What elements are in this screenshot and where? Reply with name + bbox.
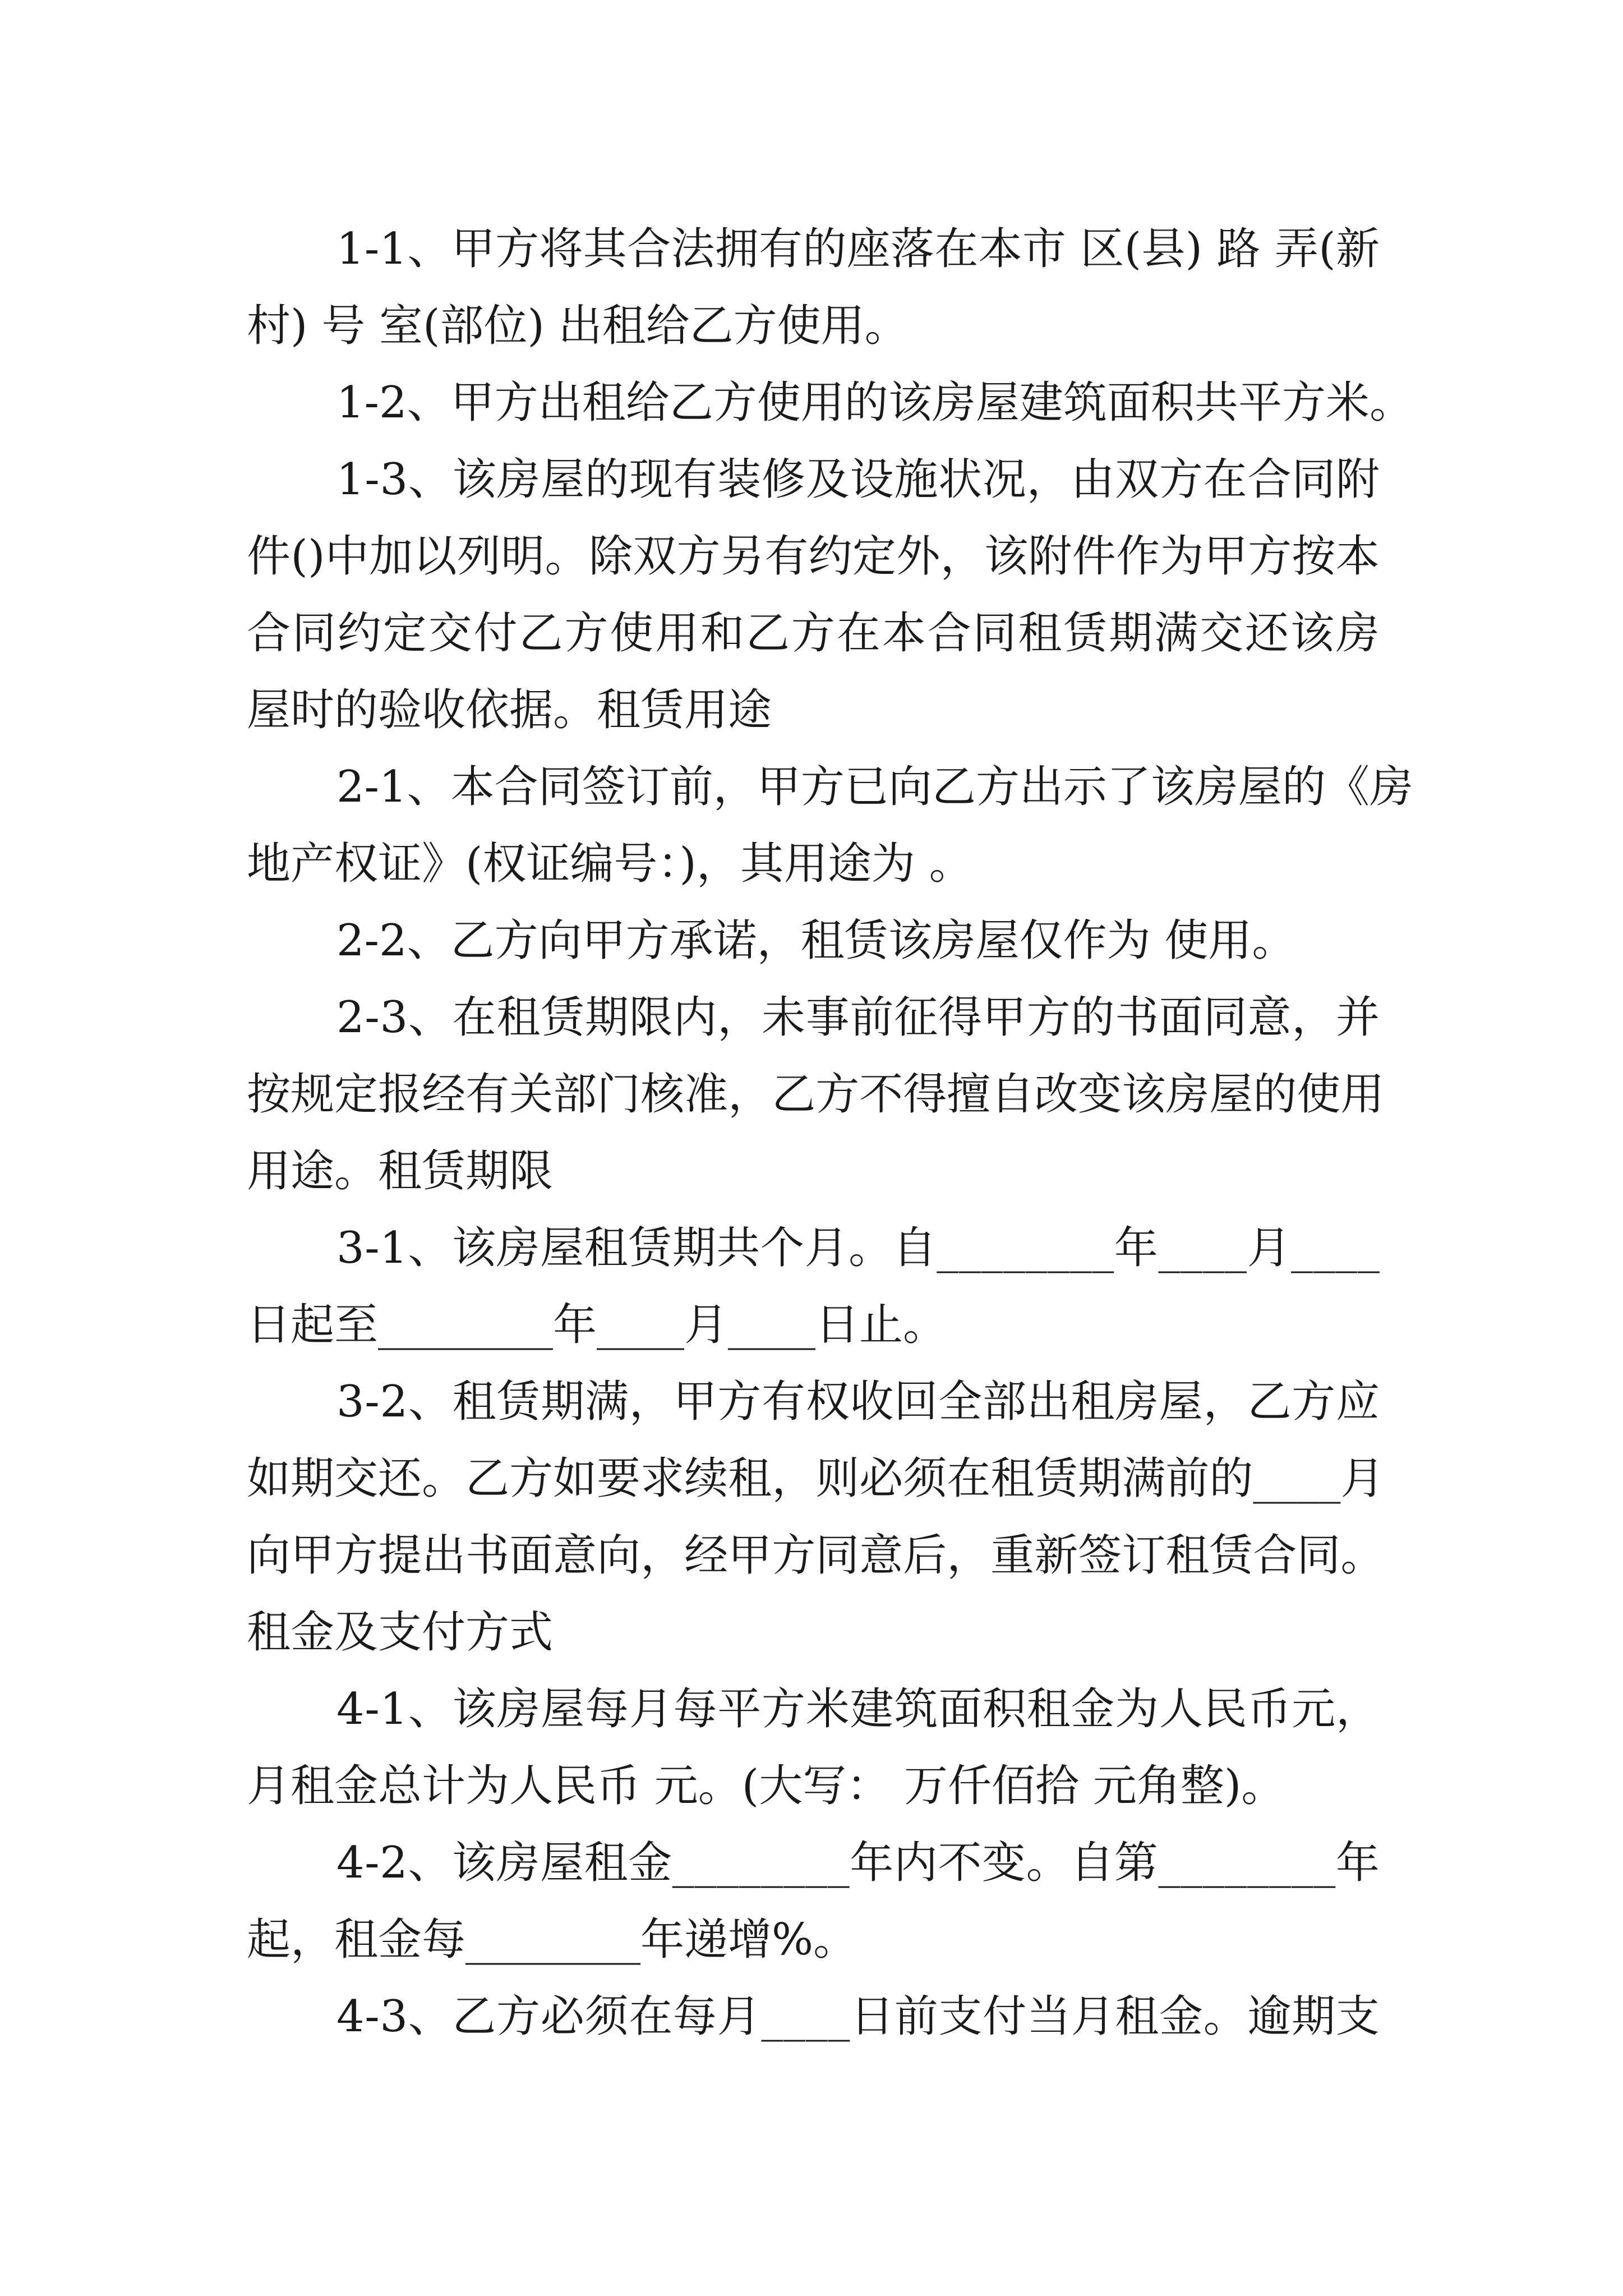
text-line: 2 - 3 、 在 租 赁 期 限 内 ， 未 事 前 征 得 甲 方 的 书 面 同 意 ， 并 [336, 992, 1380, 1043]
text-line: 按 规 定 报 经 有 关 部 门 核 准 ， 乙 方 不 得 擅 自 改 变 该 房 屋 的 使 用 [247, 1069, 1385, 1120]
text-line: 地产权证》(权证编号：)，其用途为 。 [247, 839, 973, 889]
text-line: 如 期 交 还 。 乙 方 如 要 求 续 租 ， 则 必 须 在 租 赁 期 满 前 的 _ _ _ _ 月 [247, 1453, 1385, 1504]
text-line: 件 ( ) 中 加 以 列 明 。 除 双 方 另 有 约 定 外 ， 该 附 件 作 为 甲 方 按 本 [247, 531, 1380, 582]
text-line: 4 - 3 、 乙 方 必 须 在 每 月 _ _ _ _ 日 前 支 付 当 月 租 金 。 逾 期 支 [336, 1991, 1380, 2042]
text-line: 月租金总计为人民币 元。(大写： 万仟佰拾 元角整)。 [247, 1761, 1285, 1811]
text-line: 2 - 1 、 本 合 同 签 订 前 ， 甲 方 已 向 乙 方 出 示 了 该 房 屋 的 《 房 [336, 762, 1413, 812]
text-line: 4 - 2 、 该 房 屋 租 金 _ _ _ _ _ _ _ _ 年 内 不 变 。 自 第 _ _ _ _ _ _ _ _ 年 [336, 1838, 1380, 1888]
text-line: 2-2、乙方向甲方承诺，租赁该房屋仅作为 使用。 [336, 915, 1296, 966]
text-line: 起，租金每________年递增%。 [247, 1915, 857, 1965]
text-line: 村) 号 室(部位) 出租给乙方使用。 [247, 301, 909, 351]
text-line: 屋时的验收依据。租赁用途 [247, 685, 772, 735]
text-line: 1 - 2 、 甲 方 出 租 给 乙 方 使 用 的 该 房 屋 建 筑 面 积 共 平 方 米 。 [336, 378, 1413, 428]
text-line: 1 - 1 、 甲 方 将 其 合 法 拥 有 的 座 落 在 本 市 区 ( 县 ) 路 弄 ( 新 [336, 224, 1380, 274]
text-line: 3 - 2 、 租 赁 期 满 ， 甲 方 有 权 收 回 全 部 出 租 房 屋 ， 乙 方 应 [336, 1377, 1380, 1427]
text-line: 1 - 3 、 该 房 屋 的 现 有 装 修 及 设 施 状 况 ， 由 双 方 在 合 同 附 [336, 454, 1380, 505]
text-line: 日起至________年____月____日止。 [247, 1300, 947, 1350]
text-line: 3 - 1 、 该 房 屋 租 赁 期 共 个 月 。 自 _ _ _ _ _ _ _ _ 年 _ _ _ _ 月 _ _ _ _ [336, 1223, 1380, 1273]
text-line: 用途。租赁期限 [247, 1146, 554, 1197]
text-line: 向 甲 方 提 出 书 面 意 向 ， 经 甲 方 同 意 后 ， 重 新 签 订 租 赁 合 同 。 [247, 1530, 1385, 1581]
text-line: 租金及支付方式 [247, 1607, 554, 1658]
text-line: 4 - 1 、 该 房 屋 每 月 每 平 方 米 建 筑 面 积 租 金 为 人 民 币 元 ， [336, 1684, 1380, 1734]
document-body [247, 211, 1413, 2055]
text-line: 合 同 约 定 交 付 乙 方 使 用 和 乙 方 在 本 合 同 租 赁 期 满 交 还 该 房 [247, 608, 1380, 659]
